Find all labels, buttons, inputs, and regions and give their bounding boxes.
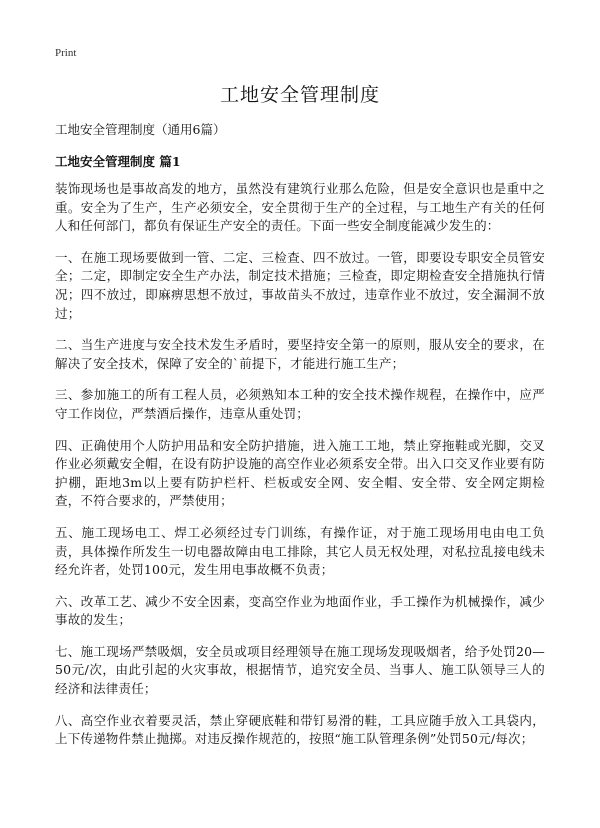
paragraph-rule-8: 八、高空作业衣着要灵活，禁止穿硬底鞋和带钉易滑的鞋，工具应随手放入工具袋内，上下传递物件禁止抛掷。对违反操作规范的，按照“施工队管理条例”处罚50元/每次； (55, 712, 545, 747)
paragraph-rule-5: 五、施工现场电工、焊工必须经过专门训练，有操作证，对于施工现场用电由电工负责，具体操作所发生一切电器故障由电工排除，其它人员无权处理，对私拉乱接电线未经允许者，处罚100元，发生用电事故概不负责； (55, 524, 545, 578)
paragraph-intro: 装饰现场也是事故高发的地方，虽然没有建筑行业那么危险，但是安全意识也是重中之重。安全为了生产，生产必须安全，安全贯彻于生产的全过程，与工地生产有关的任何人和任何部门，都负有保证生产安全的责任。下面一些安全制度能减少发生的： (55, 181, 545, 234)
paragraph-rule-6: 六、改革工艺、减少不安全因素，变高空作业为地面作业，手工操作为机械操作，减少事故的发生； (55, 593, 545, 628)
document-body (55, 180, 545, 762)
paragraph-rule-1: 一、在施工现场要做到一管、二定、三检查、四不放过。一管，即要设专职安全员管安全；二定，即制定安全生产办法，制定技术措施；三检查，即定期检查安全措施执行情况；四不放过，即麻痹思想不放过，事故苗头不放过，违章作业不放过，安全漏洞不放过； (55, 249, 545, 321)
paragraph-rule-7: 七、施工现场严禁吸烟，安全员或项目经理领导在施工现场发现吸烟者，给予处罚20—50元/次，由此引起的火灾事故，根据情节，追究安全员、当事人、施工队领导三人的经济和法律责任； (55, 643, 545, 697)
document-title: 工地安全管理制度 (219, 84, 380, 106)
print-label: Print (55, 47, 77, 59)
paragraph-rule-4: 四、正确使用个人防护用品和安全防护措施，进入施工工地，禁止穿拖鞋或光脚，交叉作业必须戴安全帽，在设有防护设施的高空作业必须系安全带。出入口交叉作业要有防护棚，距地3m以上要有防护栏杆、栏板或安全网、安全帽、安全带、安全网定期检查，不符合要求的，严禁使用； (55, 437, 545, 509)
section-heading: 工地安全管理制度 篇1 (55, 154, 181, 169)
paragraph-rule-3: 三、参加施工的所有工程人员，必须熟知本工种的安全技术操作规程，在操作中，应严守工作岗位，严禁酒后操作，违章从重处罚； (55, 387, 545, 421)
paragraph-rule-2: 二、当生产进度与安全技术发生矛盾时，要坚持安全第一的原则，服从安全的要求，在解决了安全技术，保障了安全的`前提下，才能进行施工生产； (55, 337, 545, 371)
document-subtitle: 工地安全管理制度（通用6篇） (55, 122, 226, 137)
